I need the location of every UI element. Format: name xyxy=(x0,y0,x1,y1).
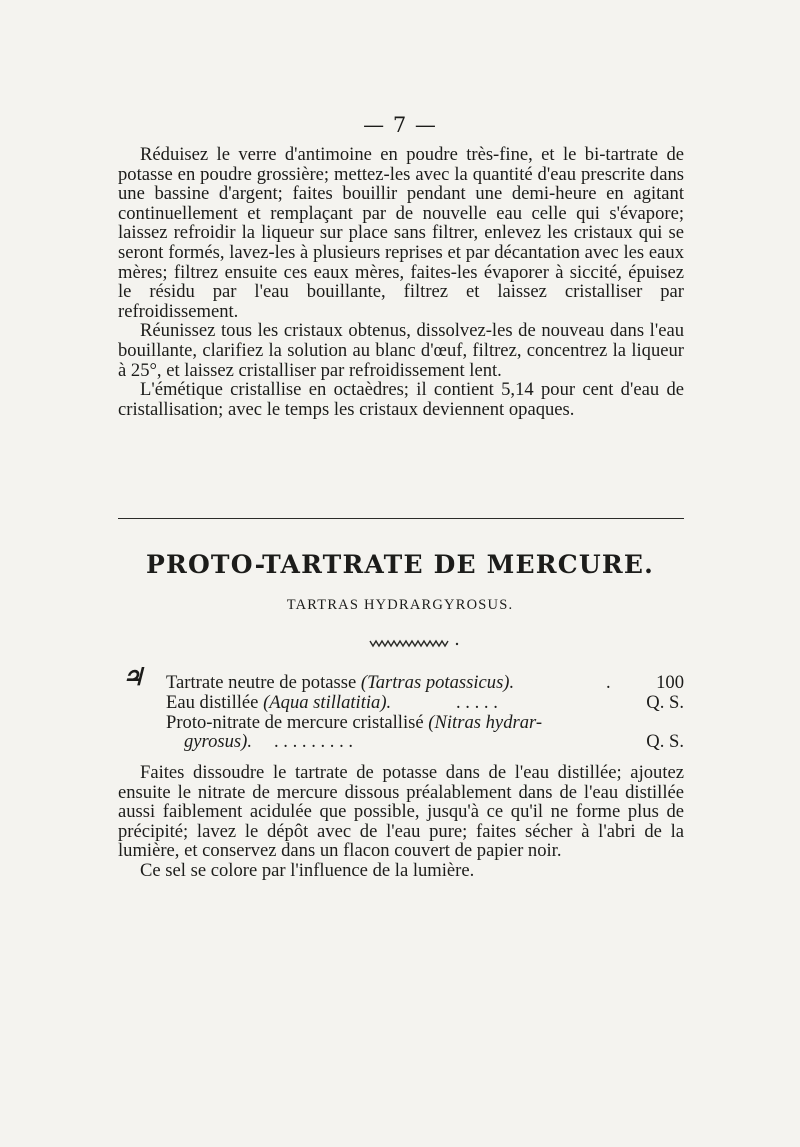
section-subtitle: TARTRAS HYDRARGYROSUS. xyxy=(286,597,514,613)
recipe-item xyxy=(166,673,684,693)
ingredient-name: Proto-nitrate de mercure cristallisé (Nitras hydrar- xyxy=(166,711,543,733)
instructions-paragraph: Faites dissoudre le tartrate de potasse dans de l'eau distillée; ajoutez ensuite le nitrate de mercure dissous préalablement dans de l'eau distillée aussi faiblement acidulée que possible, jusqu'à ce qu'il ne forme plus de précipité; lavez le dépôt avec de l'eau pure; faites sécher à l'abri de la lumière, et conservez dans un flacon couvert de papier noir. xyxy=(118,762,684,862)
ingredient-name: Eau distillée (Aqua stillatitia). xyxy=(166,691,392,713)
ingredient-latin: (Aqua stillatitia). xyxy=(263,691,392,713)
leader-dots: . . . . . xyxy=(456,691,498,713)
wavy-ornament-icon xyxy=(368,639,460,648)
leader-dots: . . . . . . . . . xyxy=(274,731,354,753)
recipe-item xyxy=(166,693,684,713)
section-title: PROTO-TARTRATE DE MERCURE. xyxy=(145,550,654,579)
intro-paragraph: L'émétique cristallise en octaèdres; il contient 5,14 pour cent d'eau de cristallisation; avec le temps les cristaux deviennent opaques. xyxy=(118,379,684,420)
instructions-text xyxy=(118,763,684,881)
page-number: — 7 — xyxy=(363,113,437,137)
recipe-item-continuation xyxy=(166,732,684,752)
leader-dots: . xyxy=(606,672,611,693)
recipe-item xyxy=(166,713,684,733)
recipe-symbol: ♃ xyxy=(122,665,144,691)
intro-paragraph: Réduisez le verre d'antimoine en poudre très-fine, et le bi-tartrate de potasse en poudre grossière; mettez-les avec la quantité d'eau prescrite dans une bassine d'argent; faites bouillir pendant une demi-heure en agitant continuellement et remplaçant par de nouvelle eau celle qui s'évapore; laissez refroidir la liqueur sur place sans filtrer, enlevez les cristaux qui se seront formés, lavez-les à plusieurs reprises et par décantation avec les eaux mères; filtrez ensuite ces eaux mères, faites-les évaporer à siccité, épuisez le résidu par l'eau bouillante, filtrez et laissez cristalliser par refroidissement. xyxy=(118,144,684,322)
ingredient-quantity: 100 xyxy=(656,672,684,693)
instructions-paragraph: Ce sel se colore par l'influence de la lumière. xyxy=(140,859,475,881)
ingredient-latin: (Nitras hydrar- xyxy=(428,711,543,733)
ingredient-latin: gyrosus). xyxy=(184,731,253,753)
ingredient-quantity: Q. S. xyxy=(646,731,684,753)
ingredient-name: Tartrate neutre de potasse (Tartras potassicus). xyxy=(166,672,515,693)
ingredient-quantity: Q. S. xyxy=(646,691,684,713)
ingredient-latin: (Tartras potassicus). xyxy=(360,672,515,693)
recipe-list xyxy=(166,673,684,752)
intro-paragraph: Réunissez tous les cristaux obtenus, dissolvez-les de nouveau dans l'eau bouillante, clarifiez la solution au blanc d'œuf, filtrez, concentrez la liqueur à 25°, et laissez cristalliser par refroidissement lent. xyxy=(118,320,684,381)
intro-text xyxy=(118,145,684,419)
section-divider xyxy=(118,518,684,519)
